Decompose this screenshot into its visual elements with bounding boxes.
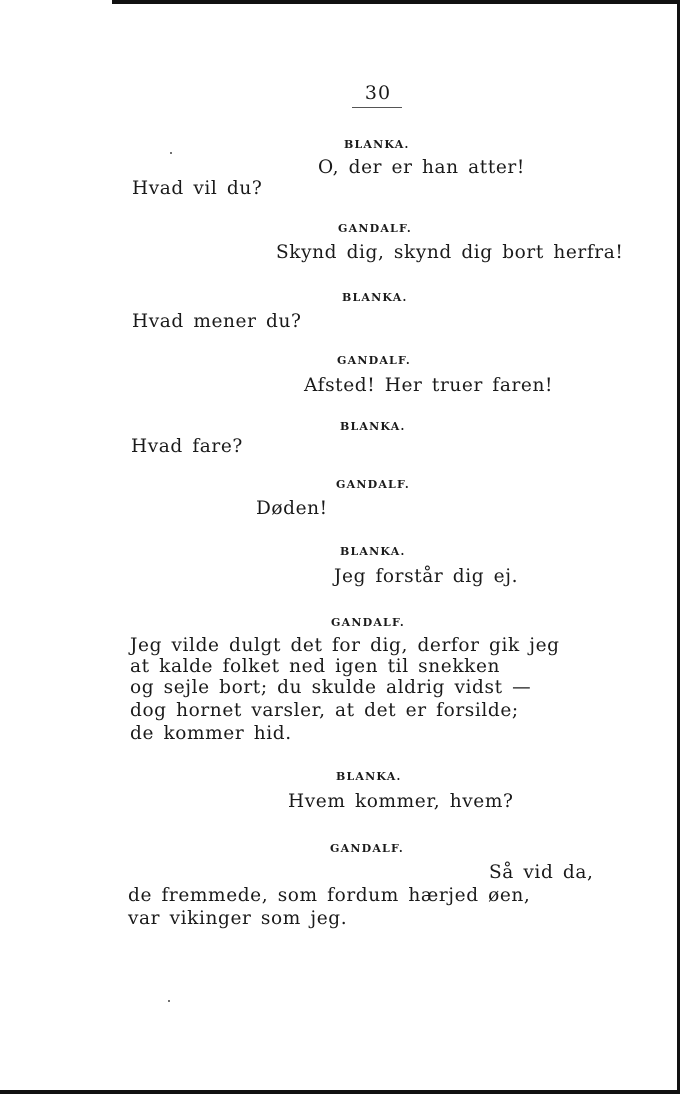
dialogue-line: at kalde folket ned igen til snekken bbox=[130, 656, 501, 677]
page-border-top bbox=[112, 0, 680, 4]
dialogue-line: Hvad fare? bbox=[131, 436, 243, 457]
dialogue-line: dog hornet varsler, at det er forsilde; bbox=[130, 700, 519, 721]
dialogue-line: Jeg vilde dulgt det for dig, derfor gik jeg bbox=[130, 635, 560, 656]
dialogue-line: Hvad mener du? bbox=[132, 311, 302, 332]
page-number: 30 bbox=[364, 82, 392, 104]
dialogue-line: Jeg forstår dig ej. bbox=[334, 566, 519, 587]
speaker-label: BLANKA. bbox=[342, 291, 408, 304]
print-speck bbox=[168, 1000, 170, 1002]
speaker-label: BLANKA. bbox=[340, 545, 406, 558]
dialogue-line: O, der er han atter! bbox=[318, 157, 525, 178]
speaker-label: GANDALF. bbox=[331, 616, 405, 629]
speaker-label: BLANKA. bbox=[344, 138, 410, 151]
dialogue-line: Døden! bbox=[256, 498, 328, 519]
dialogue-line: Afsted! Her truer faren! bbox=[304, 375, 554, 396]
speaker-label: GANDALF. bbox=[338, 222, 412, 235]
speaker-label: GANDALF. bbox=[337, 354, 411, 367]
page-border-bottom bbox=[0, 1090, 680, 1094]
dialogue-line: Hvad vil du? bbox=[132, 178, 263, 199]
dialogue-line: var vikinger som jeg. bbox=[128, 908, 348, 929]
speaker-label: GANDALF. bbox=[336, 478, 410, 491]
speaker-label: BLANKA. bbox=[336, 770, 402, 783]
dialogue-line: Så vid da, bbox=[489, 862, 594, 883]
dialogue-line: og sejle bort; du skulde aldrig vidst — bbox=[130, 677, 532, 698]
page-number-rule bbox=[352, 107, 402, 108]
print-speck bbox=[170, 152, 172, 154]
dialogue-line: Skynd dig, skynd dig bort herfra! bbox=[276, 242, 624, 263]
speaker-label: BLANKA. bbox=[340, 420, 406, 433]
dialogue-line: de fremmede, som fordum hærjed øen, bbox=[128, 885, 531, 906]
speaker-label: GANDALF. bbox=[330, 842, 404, 855]
dialogue-line: de kommer hid. bbox=[130, 723, 292, 744]
dialogue-line: Hvem kommer, hvem? bbox=[288, 791, 514, 812]
